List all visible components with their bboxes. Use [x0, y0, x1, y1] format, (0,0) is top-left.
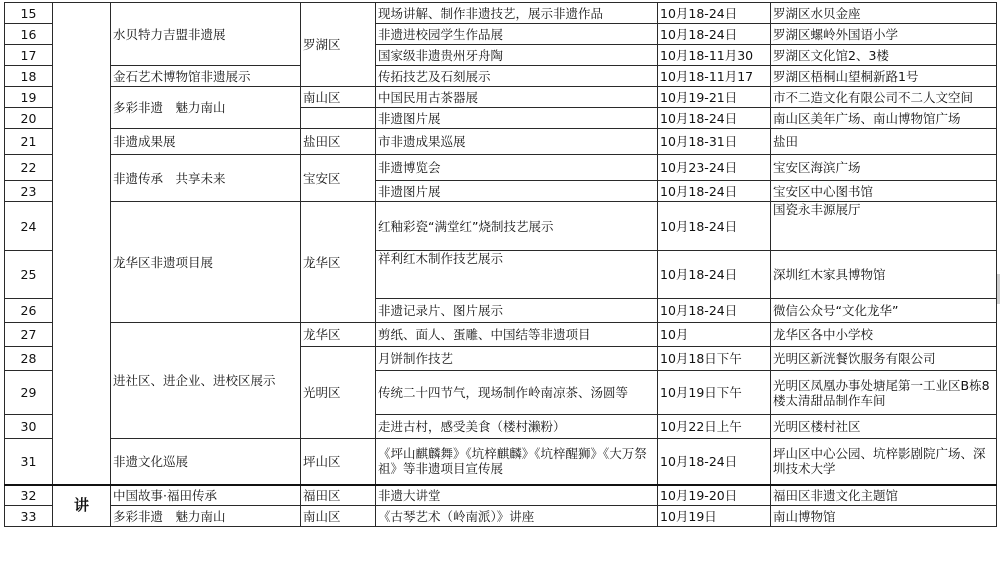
event-venue: 罗湖区螺岭外国语小学	[771, 24, 997, 45]
table-row	[5, 129, 997, 155]
event-date: 10月22日上午	[658, 415, 771, 439]
event-schedule-table	[4, 2, 997, 527]
table-row	[5, 155, 997, 181]
table-row	[5, 87, 997, 108]
category-lecture: 讲	[53, 485, 111, 527]
event-venue: 罗湖区文化馆2、3楼	[771, 45, 997, 66]
event-name: 多彩非遗 魅力南山	[111, 87, 301, 129]
event-date: 10月18-24日	[658, 202, 771, 251]
event-date: 10月18-31日	[658, 129, 771, 155]
event-date: 10月19-21日	[658, 87, 771, 108]
event-name: 龙华区非遗项目展	[111, 202, 301, 323]
event-name: 金石艺术博物馆非遗展示	[111, 66, 301, 87]
table-row	[5, 66, 997, 87]
event-content: 非遗记录片、图片展示	[376, 299, 658, 323]
row-number: 16	[5, 24, 53, 45]
district: 宝安区	[301, 155, 376, 202]
district: 坪山区	[301, 439, 376, 485]
event-date: 10月18-24日	[658, 24, 771, 45]
event-venue: 国瓷永丰源展厅	[771, 202, 997, 251]
event-content: 非遗图片展	[376, 181, 658, 202]
event-name: 多彩非遗 魅力南山	[111, 506, 301, 527]
event-name: 进社区、进企业、进校区展示	[111, 323, 301, 439]
event-content: 《古琴艺术（岭南派）》讲座	[376, 506, 658, 527]
event-content: 月饼制作技艺	[376, 347, 658, 371]
table-row	[5, 3, 997, 24]
row-number: 26	[5, 299, 53, 323]
event-venue: 光明区凤凰办事处塘尾第一工业区B栋8楼太清甜品制作车间	[771, 371, 997, 415]
event-date: 10月	[658, 323, 771, 347]
event-venue: 微信公众号“文化龙华”	[771, 299, 997, 323]
event-venue: 深圳红木家具博物馆	[771, 251, 997, 299]
row-number: 21	[5, 129, 53, 155]
event-content: 非遗大讲堂	[376, 485, 658, 506]
event-name: 中国故事·福田传承	[111, 485, 301, 506]
event-date: 10月18-24日	[658, 108, 771, 129]
event-content: 剪纸、面人、蛋雕、中国结等非遗项目	[376, 323, 658, 347]
row-number: 17	[5, 45, 53, 66]
row-number: 24	[5, 202, 53, 251]
row-number: 31	[5, 439, 53, 485]
event-date: 10月18-24日	[658, 299, 771, 323]
event-venue: 罗湖区水贝金座	[771, 3, 997, 24]
row-number: 29	[5, 371, 53, 415]
event-date: 10月18-11月30	[658, 45, 771, 66]
event-content: 红釉彩瓷“满堂红”烧制技艺展示	[376, 202, 658, 251]
table-row	[5, 506, 997, 527]
event-date: 10月19-20日	[658, 485, 771, 506]
event-date: 10月18-24日	[658, 439, 771, 485]
scrollbar-thumb[interactable]	[997, 274, 1000, 304]
table-row	[5, 485, 997, 506]
event-date: 10月23-24日	[658, 155, 771, 181]
event-date: 10月18-11月17	[658, 66, 771, 87]
event-name: 水贝特力吉盟非遗展	[111, 3, 301, 66]
event-content: 《坪山麒麟舞》《坑梓麒麟》《坑梓醒狮》《大万祭祖》等非遗项目宣传展	[376, 439, 658, 485]
table-row	[5, 202, 997, 251]
event-name: 非遗文化巡展	[111, 439, 301, 485]
event-venue: 福田区非遗文化主题馆	[771, 485, 997, 506]
district: 南山区	[301, 87, 376, 108]
row-number: 15	[5, 3, 53, 24]
event-content: 传拓技艺及石刻展示	[376, 66, 658, 87]
district: 龙华区	[301, 323, 376, 347]
row-number: 23	[5, 181, 53, 202]
event-venue: 南山区美年广场、南山博物馆广场	[771, 108, 997, 129]
row-number: 27	[5, 323, 53, 347]
event-venue: 宝安区海滨广场	[771, 155, 997, 181]
event-venue: 光明区新洸餐饮服务有限公司	[771, 347, 997, 371]
event-content: 非遗图片展	[376, 108, 658, 129]
event-content: 市非遗成果巡展	[376, 129, 658, 155]
event-content: 国家级非遗贵州牙舟陶	[376, 45, 658, 66]
row-number: 33	[5, 506, 53, 527]
event-date: 10月18-24日	[658, 181, 771, 202]
district	[301, 108, 376, 129]
row-number: 30	[5, 415, 53, 439]
event-venue: 罗湖区梧桐山望桐新路1号	[771, 66, 997, 87]
district: 罗湖区	[301, 3, 376, 87]
event-venue: 光明区楼村社区	[771, 415, 997, 439]
event-venue: 坪山区中心公园、坑梓影剧院广场、深圳技术大学	[771, 439, 997, 485]
district: 光明区	[301, 347, 376, 439]
row-number: 25	[5, 251, 53, 299]
category-cell	[53, 3, 111, 485]
row-number: 22	[5, 155, 53, 181]
row-number: 18	[5, 66, 53, 87]
table-row	[5, 439, 997, 485]
event-venue: 龙华区各中小学校	[771, 323, 997, 347]
row-number: 20	[5, 108, 53, 129]
district: 福田区	[301, 485, 376, 506]
row-number: 19	[5, 87, 53, 108]
district: 南山区	[301, 506, 376, 527]
district: 盐田区	[301, 129, 376, 155]
event-name: 非遗成果展	[111, 129, 301, 155]
event-date: 10月19日	[658, 506, 771, 527]
table-row	[5, 323, 997, 347]
event-venue: 宝安区中心图书馆	[771, 181, 997, 202]
row-number: 28	[5, 347, 53, 371]
event-name: 非遗传承 共享未来	[111, 155, 301, 202]
event-date: 10月18-24日	[658, 3, 771, 24]
event-date: 10月19日下午	[658, 371, 771, 415]
event-content: 现场讲解、制作非遗技艺，展示非遗作品	[376, 3, 658, 24]
event-content: 走进古村，感受美食（楼村濑粉）	[376, 415, 658, 439]
event-venue: 南山博物馆	[771, 506, 997, 527]
event-content: 传统二十四节气，现场制作岭南凉茶、汤圆等	[376, 371, 658, 415]
district: 龙华区	[301, 202, 376, 323]
event-content: 祥利红木制作技艺展示	[376, 251, 658, 299]
row-number: 32	[5, 485, 53, 506]
event-content: 非遗进校园学生作品展	[376, 24, 658, 45]
event-venue: 盐田	[771, 129, 997, 155]
event-date: 10月18-24日	[658, 251, 771, 299]
event-content: 非遗博览会	[376, 155, 658, 181]
event-content: 中国民用古茶器展	[376, 87, 658, 108]
event-venue: 市不二造文化有限公司不二人文空间	[771, 87, 997, 108]
event-date: 10月18日下午	[658, 347, 771, 371]
